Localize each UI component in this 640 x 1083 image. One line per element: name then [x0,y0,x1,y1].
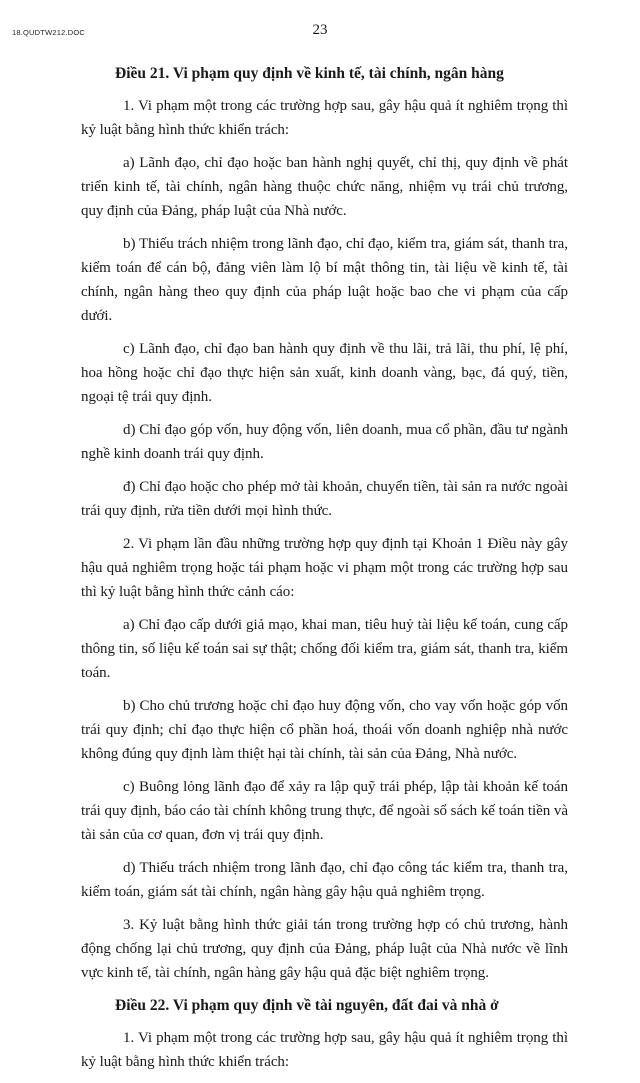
article-21-clause-1dd: đ) Chỉ đạo hoặc cho phép mở tài khoản, chuyển tiền, tài sản ra nước ngoài trái quy định, rửa tiền dưới mọi hình thức. [81,479,568,519]
article-21-clause-1c: c) Lãnh đạo, chỉ đạo ban hành quy định về thu lãi, trả lãi, thu phí, lệ phí, hoa hồng hoặc chỉ đạo thực hiện sản xuất, kinh doanh vàng, bạc, đá quý, tiền, ngoại tệ trái quy định. [81,341,568,405]
document-filename: 18.QUDTW212.DOC [12,28,86,37]
article-21-clause-2b: b) Cho chủ trương hoặc chỉ đạo huy động vốn, cho vay vốn hoặc góp vốn trái quy định; chỉ đạo thực hiện cổ phần hoá, thoái vốn doanh nghiệp nhà nước không đúng quy định làm thiệt hại tài chính, tài sản của Đảng, Nhà nước. [81,698,568,762]
article-21-clause-1a: a) Lãnh đạo, chỉ đạo hoặc ban hành nghị quyết, chỉ thị, quy định về phát triển kinh tế, tài chính, ngân hàng thuộc chức năng, nhiệm vụ trái chủ trương, quy định của Đảng, pháp luật của Nhà nước. [81,155,568,219]
article-21-clause-2d: d) Thiếu trách nhiệm trong lãnh đạo, chỉ đạo công tác kiểm tra, thanh tra, kiểm toán, giám sát tài chính, ngân hàng gây hậu quả nghiêm trọng. [81,860,568,900]
article-22-heading: Điều 22. Vi phạm quy định về tài nguyên, đất đai và nhà ở [115,997,499,1014]
article-21-clause-1: 1. Vi phạm một trong các trường hợp sau, gây hậu quả ít nghiêm trọng thì kỷ luật bằng hình thức khiển trách: [81,98,568,138]
article-21-clause-2c: c) Buông lỏng lãnh đạo để xảy ra lập quỹ trái phép, lập tài khoản kế toán trái quy định, báo cáo tài chính không trung thực, để ngoài sổ sách kế toán tiền và tài sản của cơ quan, đơn vị trái quy định. [81,779,568,843]
article-21-clause-1d: d) Chỉ đạo góp vốn, huy động vốn, liên doanh, mua cổ phần, đầu tư ngành nghề kinh doanh trái quy định. [81,422,568,462]
article-21-clause-2: 2. Vi phạm lần đầu những trường hợp quy định tại Khoản 1 Điều này gây hậu quả nghiêm trọng hoặc tái phạm hoặc vi phạm một trong các trường hợp sau thì kỷ luật bằng hình thức cảnh cáo: [81,536,568,600]
article-21-clause-2a: a) Chỉ đạo cấp dưới giả mạo, khai man, tiêu huỷ tài liệu kế toán, cung cấp thông tin, số liệu kế toán sai sự thật; chống đối kiểm tra, giám sát, thanh tra, kiểm toán. [81,617,568,681]
article-21-clause-1b: b) Thiếu trách nhiệm trong lãnh đạo, chỉ đạo, kiểm tra, giám sát, thanh tra, kiểm toán để cán bộ, đảng viên làm lộ bí mật thông tin, tài liệu về kinh tế, tài chính, ngân hàng theo quy định của pháp luật hoặc bao che vi phạm của cấp dưới. [81,236,568,324]
article-21-clause-3: 3. Kỷ luật bằng hình thức giải tán trong trường hợp có chủ trương, hành động chống lại chủ trương, quy định của Đảng, pháp luật của Nhà nước về lĩnh vực kinh tế, tài chính, ngân hàng gây hậu quả đặc biệt nghiêm trọng. [81,917,568,981]
page-number: 23 [312,22,328,38]
document-body [81,62,568,1083]
article-21-heading: Điều 21. Vi phạm quy định về kinh tế, tài chính, ngân hàng [115,65,504,82]
article-22-clause-1: 1. Vi phạm một trong các trường hợp sau, gây hậu quả ít nghiêm trọng thì kỷ luật bằng hình thức khiển trách: [81,1030,568,1070]
